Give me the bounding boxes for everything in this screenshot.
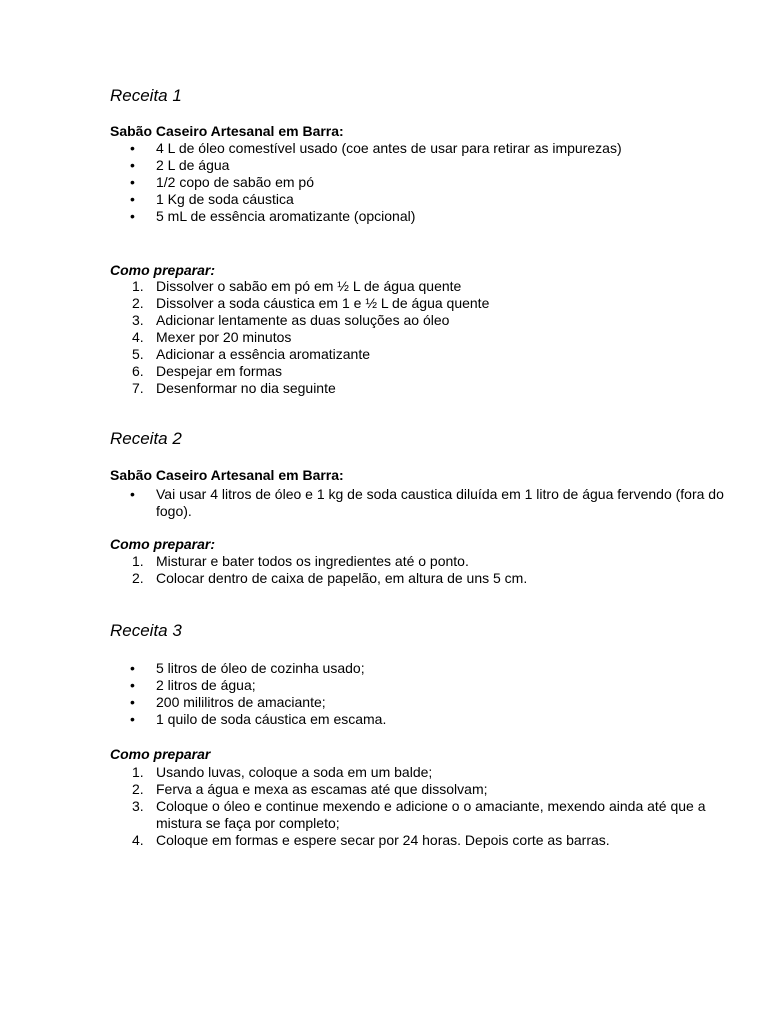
- step-number: 4.: [132, 832, 144, 848]
- step-text: Adicionar lentamente as duas soluções ao óleo: [156, 312, 450, 328]
- step-number: 7.: [132, 380, 144, 396]
- step-text: Ferva a água e mexa as escamas até que dissolvam;: [156, 781, 488, 797]
- list-item: [110, 157, 730, 174]
- recipe-2-title: Receita 2: [110, 429, 182, 448]
- recipe-2-steps-list: [110, 553, 730, 587]
- step-number: 2.: [132, 781, 144, 797]
- list-item: [110, 278, 730, 295]
- step-text: Despejar em formas: [156, 363, 283, 379]
- step-text: Mexer por 20 minutos: [156, 329, 292, 345]
- ingredient-text: 2 litros de água;: [156, 677, 256, 693]
- list-item: [110, 764, 730, 781]
- ingredient-text: 1 quilo de soda cáustica em escama.: [156, 711, 387, 727]
- recipe-2-ingredients-list: [110, 486, 730, 520]
- step-number: 3.: [132, 312, 144, 328]
- list-item: [110, 570, 730, 587]
- step-number: 4.: [132, 329, 144, 345]
- step-number: 1.: [132, 278, 144, 294]
- list-item: [110, 798, 730, 832]
- list-item: [110, 363, 730, 380]
- step-text: Adicionar a essência aromatizante: [156, 346, 371, 362]
- list-item: [110, 295, 730, 312]
- step-number: 5.: [132, 346, 144, 362]
- list-item: [110, 346, 730, 363]
- list-item: [110, 208, 730, 225]
- bullet-marker: •: [130, 711, 135, 727]
- ingredient-text: 2 L de água: [156, 157, 230, 173]
- step-text: Coloque o óleo e continue mexendo e adicione o o amaciante, mexendo ainda até que a mistura se faça por completo;: [156, 798, 706, 831]
- ingredient-text: 5 litros de óleo de cozinha usado;: [156, 660, 365, 676]
- recipe-1-title: Receita 1: [110, 86, 182, 105]
- bullet-marker: •: [130, 191, 135, 207]
- bullet-marker: •: [130, 660, 135, 676]
- bullet-marker: •: [130, 486, 135, 502]
- list-item: [110, 694, 730, 711]
- ingredient-text: 4 L de óleo comestível usado (coe antes de usar para retirar as impurezas): [156, 140, 622, 156]
- recipe-3-title: Receita 3: [110, 621, 182, 640]
- list-item: [110, 380, 730, 397]
- recipe-3-ingredients-list: [110, 660, 730, 728]
- step-text: Dissolver o sabão em pó em ½ L de água quente: [156, 278, 462, 294]
- ingredient-text: 1/2 copo de sabão em pó: [156, 174, 315, 190]
- bullet-marker: •: [130, 140, 135, 156]
- ingredient-text: 1 Kg de soda cáustica: [156, 191, 294, 207]
- step-text: Misturar e bater todos os ingredientes até o ponto.: [156, 553, 469, 569]
- bullet-marker: •: [130, 157, 135, 173]
- bullet-marker: •: [130, 208, 135, 224]
- recipe-1-subtitle: Sabão Caseiro Artesanal em Barra:: [110, 123, 344, 139]
- list-item: [110, 140, 730, 157]
- list-item: [110, 486, 730, 520]
- list-item: [110, 191, 730, 208]
- ingredient-text: 200 mililitros de amaciante;: [156, 694, 326, 710]
- step-number: 2.: [132, 570, 144, 586]
- list-item: [110, 174, 730, 191]
- list-item: [110, 677, 730, 694]
- step-text: Usando luvas, coloque a soda em um balde;: [156, 764, 433, 780]
- bullet-marker: •: [130, 694, 135, 710]
- step-number: 3.: [132, 798, 144, 814]
- list-item: [110, 832, 730, 849]
- recipe-3-howto-heading: Como preparar: [110, 746, 211, 762]
- step-text: Desenformar no dia seguinte: [156, 380, 336, 396]
- recipe-2-subtitle: Sabão Caseiro Artesanal em Barra:: [110, 467, 344, 483]
- step-number: 6.: [132, 363, 144, 379]
- recipe-3-steps-list: [110, 764, 730, 849]
- step-number: 2.: [132, 295, 144, 311]
- step-text: Coloque em formas e espere secar por 24 horas. Depois corte as barras.: [156, 832, 610, 848]
- bullet-marker: •: [130, 677, 135, 693]
- recipe-1-ingredients-list: [110, 140, 730, 225]
- list-item: [110, 553, 730, 570]
- step-text: Dissolver a soda cáustica em 1 e ½ L de água quente: [156, 295, 490, 311]
- list-item: [110, 329, 730, 346]
- step-text: Colocar dentro de caixa de papelão, em altura de uns 5 cm.: [156, 570, 528, 586]
- step-number: 1.: [132, 553, 144, 569]
- step-number: 1.: [132, 764, 144, 780]
- list-item: [110, 660, 730, 677]
- bullet-marker: •: [130, 174, 135, 190]
- recipe-2-howto-heading: Como preparar:: [110, 536, 216, 552]
- recipe-1-steps-list: [110, 278, 730, 397]
- list-item: [110, 312, 730, 329]
- recipe-1-howto-heading: Como preparar:: [110, 262, 216, 278]
- list-item: [110, 711, 730, 728]
- list-item: [110, 781, 730, 798]
- ingredient-text: Vai usar 4 litros de óleo e 1 kg de soda caustica diluída em 1 litro de água fervendo (fora do fogo).: [156, 486, 724, 519]
- ingredient-text: 5 mL de essência aromatizante (opcional): [156, 208, 416, 224]
